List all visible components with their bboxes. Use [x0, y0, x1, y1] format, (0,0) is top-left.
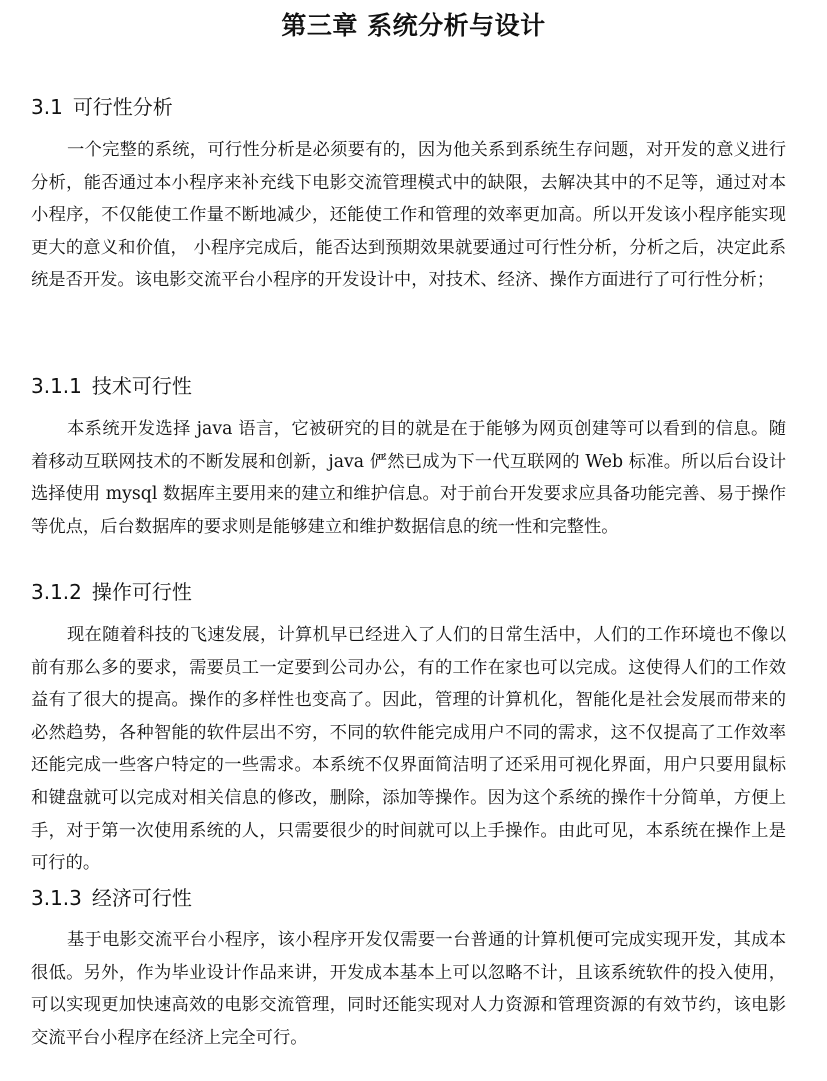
section-heading-3-1-2 [31, 578, 192, 606]
section-number: 3.1 [31, 95, 63, 119]
section-title: 可行性分析 [72, 95, 173, 119]
section-paragraph: 现在随着科技的飞速发展，计算机早已经进入了人们的日常生活中，人们的工作环境也不像以前有那么多的要求，需要员工一定要到公司办公，有的工作在家也可以完成。这使得人们的工作效益有了很大的提高。操作的多样性也变高了。因此，管理的计算机化，智能化是社会发展而带来的必然趋势，各种智能的软件层出不穷，不同的软件能完成用户不同的需求，这不仅提高了工作效率还能完成一些客户特定的一些需求。本系统不仅界面简洁明了还采用可视化界面，用户只要用鼠标和键盘就可以完成对相关信息的修改，删除，添加等操作。因为这个系统的操作十分简单，方便上手，对于第一次使用系统的人，只需要很少的时间就可以上手操作。由此可见，本系统在操作上是可行的。 [31, 625, 786, 874]
section-heading-3-1-3 [31, 884, 192, 912]
section-title: 经济可行性 [91, 886, 192, 910]
section-title: 技术可行性 [91, 374, 192, 398]
section-paragraph: 基于电影交流平台小程序，该小程序开发仅需要一台普通的计算机便可完成实现开发，其成本很低。另外，作为毕业设计作品来讲，开发成本基本上可以忽略不计，且该系统软件的投入使用，可以实现更加快速高效的电影交流管理，同时还能实现对人力资源和管理资源的有效节约，该电影交流平台小程序在经济上完全可行。 [31, 930, 786, 1048]
section-paragraph: 一个完整的系统，可行性分析是必须要有的，因为他关系到系统生存问题，对开发的意义进行分析，能否通过本小程序来补充线下电影交流管理模式中的缺限，去解决其中的不足等，通过对本小程序，不仅能使工作量不断地减少，还能使工作和管理的效率更加高。所以开发该小程序能实现更大的意义和价值， 小程序完成后，能否达到预期效果就要通过可行性分析，分析之后，决定此系统是否开发。该电影交流平台小程序的开发设计中，对技术、经济、操作方面进行了可行性分析； [31, 140, 786, 291]
section-number: 3.1.2 [31, 580, 82, 604]
section-number: 3.1.1 [31, 374, 82, 398]
section-heading-3-1 [31, 93, 173, 121]
chapter-title: 第三章 系统分析与设计 [281, 11, 546, 40]
section-paragraph: 本系统开发选择 java 语言，它被研究的目的就是在于能够为网页创建等可以看到的信息。随着移动互联网技术的不断发展和创新，java 俨然已成为下一代互联网的 Web 标准。所以后台设计选择使用 mysql 数据库主要用来的建立和维护信息。对于前台开发要求应具备功能完善、易于操作等优点，后台数据库的要求则是能够建立和维护数据信息的统一性和完整性。 [31, 419, 786, 537]
section-title: 操作可行性 [91, 580, 192, 604]
section-number: 3.1.3 [31, 886, 82, 910]
section-heading-3-1-1 [31, 372, 192, 400]
